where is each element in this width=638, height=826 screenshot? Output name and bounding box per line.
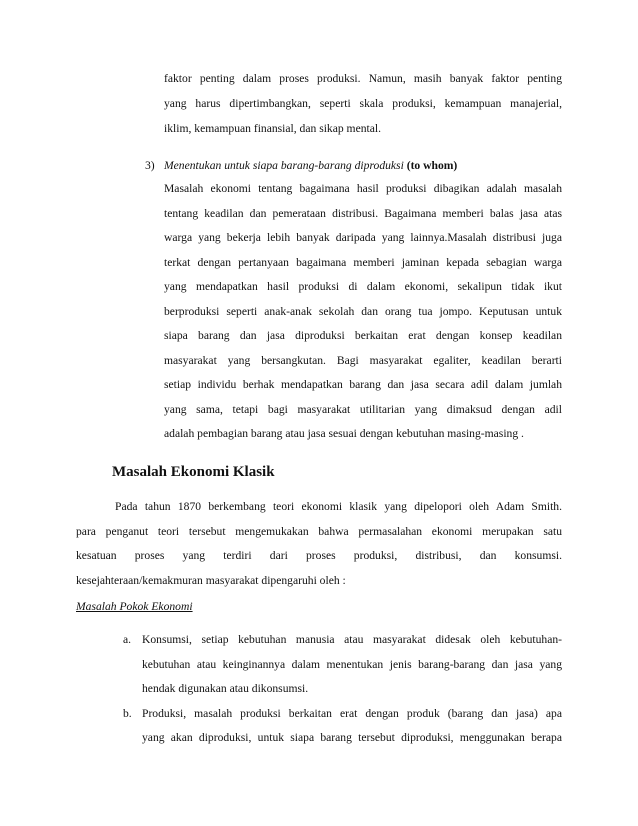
text-line: adalah pembagian barang atau jasa sesuai dengan kebutuhan masing-masing . — [164, 427, 524, 440]
text-line: warga yang bekerja lebih banyak daripada yang lainnya.Masalah distribusi juga — [164, 231, 562, 244]
paragraph-line: kesejahteraan/kemakmuran masyarakat dipengaruhi oleh : — [76, 574, 346, 587]
text-line: yang harus dipertimbangkan, seperti skala produksi, kemampuan manajerial, — [164, 97, 562, 110]
list-line: Produksi, masalah produksi berkaitan erat dengan produk (barang dan jasa) apa — [142, 707, 562, 720]
list-marker: a. — [123, 633, 132, 646]
text-line: faktor penting dalam proses produksi. Namun, masih banyak faktor penting — [164, 72, 562, 85]
text-line: Masalah ekonomi tentang bagaimana hasil produksi dibagikan adalah masalah — [164, 182, 562, 195]
text-line: yang sama, tetapi bagi masyarakat utilitarian yang dimaksud dengan adil — [164, 403, 562, 416]
section-heading: Masalah Ekonomi Klasik — [112, 464, 275, 480]
text-line: yang mendapatkan hasil produksi di dalam ekonomi, sekalipun tidak ikut — [164, 280, 562, 293]
list-line: kebutuhan atau keinginannya dalam menentukan jenis barang-barang dan jasa yang — [142, 658, 562, 671]
list-marker: b. — [123, 707, 132, 720]
text-line: iklim, kemampuan finansial, dan sikap mental. — [164, 122, 382, 135]
text-line: setiap individu berhak mendapatkan barang dan jasa secara adil dalam jumlah — [164, 378, 562, 391]
item-title-bold: (to whom) — [406, 159, 458, 172]
list-line: yang akan diproduksi, untuk siapa barang tersebut diproduksi, menggunakan berapa — [142, 731, 562, 744]
text-line: berproduksi seperti anak-anak sekolah dan orang tua jompo. Keputusan untuk — [164, 305, 562, 318]
item-title — [164, 158, 457, 174]
list-line: Konsumsi, setiap kebutuhan manusia atau masyarakat didesak oleh kebutuhan- — [142, 633, 562, 646]
text-line: tentang keadilan dan pemerataan distribusi. Bagaimana memberi balas jasa atas — [164, 207, 562, 220]
paragraph-line: para penganut teori tersebut mengemukakan bahwa permasalahan ekonomi merupakan satu — [76, 525, 562, 538]
text-line: terkat dengan pertanyaan bagaimana memberi jaminan kepada sebagian warga — [164, 256, 562, 269]
paragraph-line: Pada tahun 1870 berkembang teori ekonomi klasik yang dipelopori oleh Adam Smith. — [115, 500, 562, 513]
text-line: siapa barang dan jasa diproduksi berkaitan erat dengan konsep keadilan — [164, 329, 562, 342]
list-line: hendak digunakan atau dikonsumsi. — [142, 682, 309, 695]
list-marker: 3) — [145, 159, 155, 172]
text-line: masyarakat yang bersangkutan. Bagi masyarakat egaliter, keadilan berarti — [164, 354, 562, 367]
subheading: Masalah Pokok Ekonomi — [76, 600, 193, 613]
item-title-italic: Menentukan untuk siapa barang-barang diproduksi — [164, 159, 404, 172]
paragraph-line: kesatuan proses yang terdiri dari proses produksi, distribusi, dan konsumsi. — [76, 549, 562, 562]
